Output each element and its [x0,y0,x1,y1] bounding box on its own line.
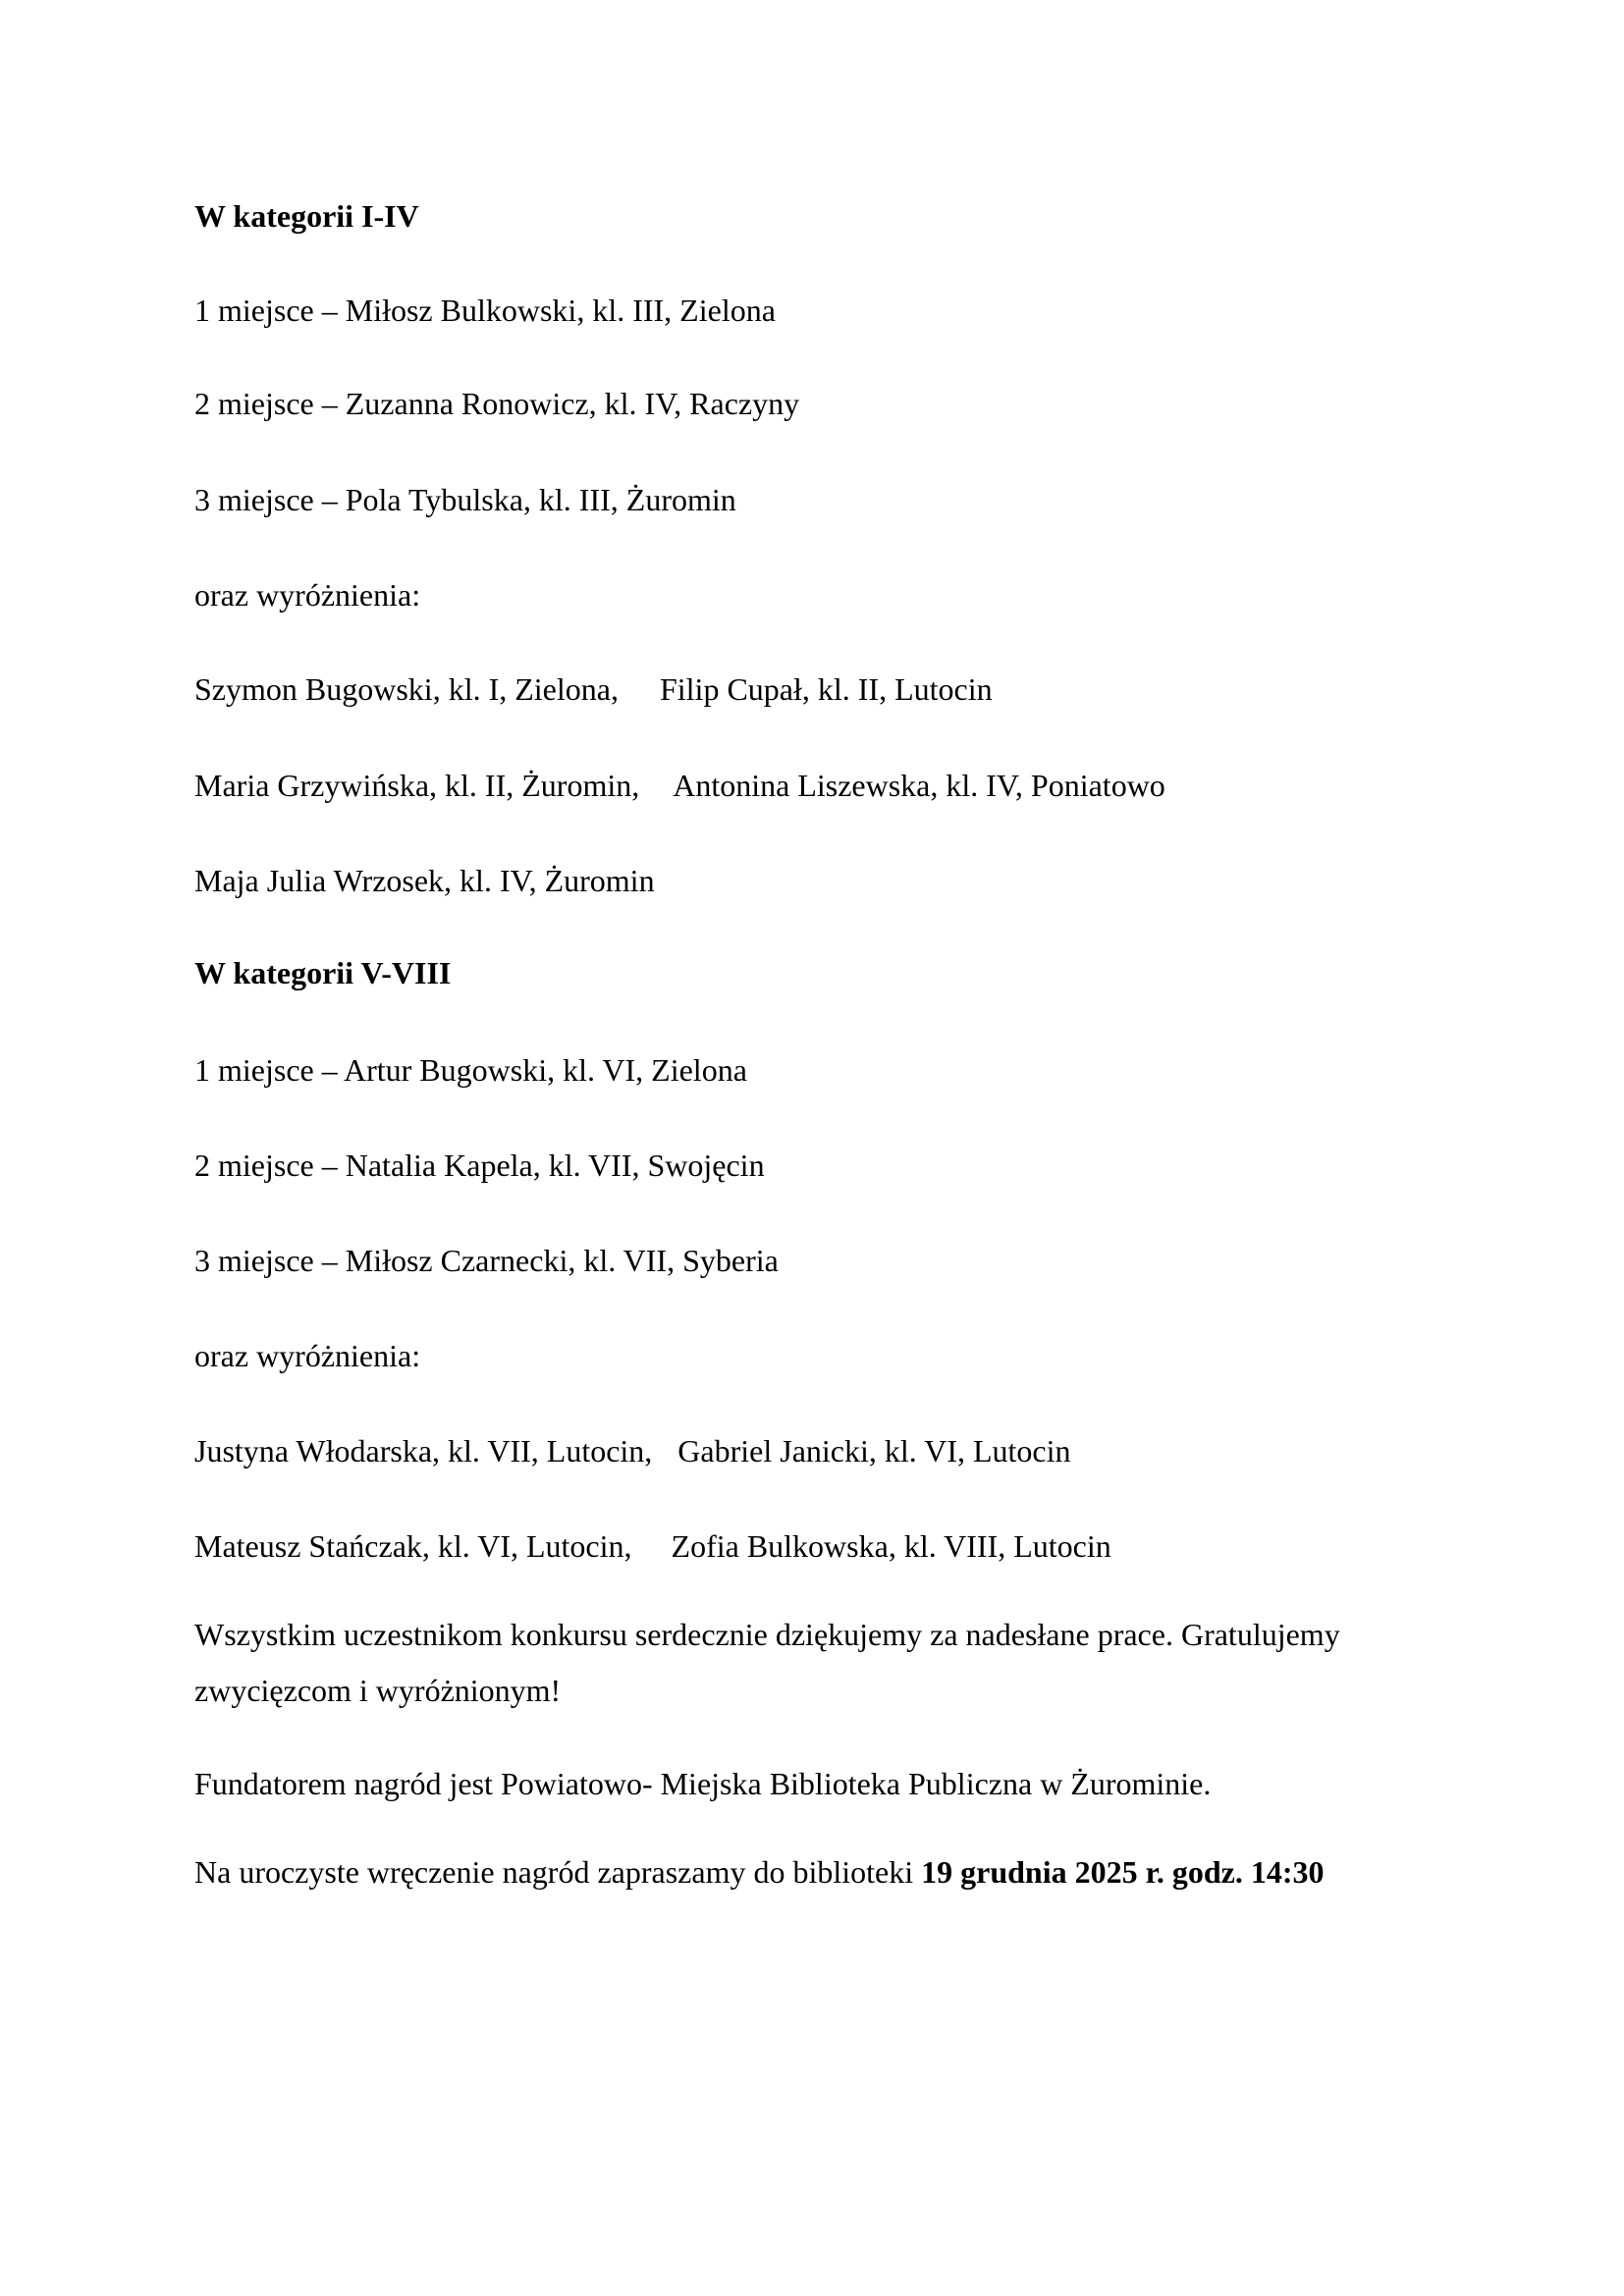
sponsor-paragraph: Fundatorem nagród jest Powiatowo- Miejska Biblioteka Publiczna w Żurominie. [194,1766,1212,1801]
ceremony-paragraph [194,1856,1325,1888]
place-entry: 3 miejsce – Pola Tybulska, kl. III, Żuromin [194,482,736,517]
distinction-row [194,673,993,705]
thanks-paragraph-line: zwycięzcom i wyróżnionym! [194,1673,562,1708]
distinction-row [194,1435,1071,1467]
ceremony-text: Na uroczyste wręczenie nagród zapraszamy do biblioteki [194,1854,922,1890]
ceremony-date: 19 grudnia 2025 r. godz. 14:30 [921,1854,1325,1890]
distinction-entry: Zofia Bulkowska, kl. VIII, Lutocin [671,1528,1111,1564]
place-entry: 2 miejsce – Zuzanna Ronowicz, kl. IV, Raczyny [194,386,800,421]
distinction-entry: Gabriel Janicki, kl. VI, Lutocin [677,1433,1071,1468]
distinction-entry: Filip Cupał, kl. II, Lutocin [659,671,993,707]
place-entry: 3 miejsce – Miłosz Czarnecki, kl. VII, Syberia [194,1243,779,1278]
distinction-entry: Szymon Bugowski, kl. I, Zielona, [194,671,619,707]
distinction-entry: Maria Grzywińska, kl. II, Żuromin, [194,768,640,803]
distinctions-label: oraz wyróżnienia: [194,1338,421,1373]
distinction-row [194,865,655,896]
distinction-entry: Justyna Włodarska, kl. VII, Lutocin, [194,1433,653,1468]
distinction-entry: Mateusz Stańczak, kl. VI, Lutocin, [194,1528,632,1564]
category-heading: W kategorii I-IV [194,198,419,234]
place-entry: 2 miejsce – Natalia Kapela, kl. VII, Swojęcin [194,1148,765,1183]
place-entry: 1 miejsce – Miłosz Bulkowski, kl. III, Zielona [194,293,776,328]
category-heading: W kategorii V-VIII [194,955,452,990]
distinction-row [194,1530,1111,1562]
place-entry: 1 miejsce – Artur Bugowski, kl. VI, Zielona [194,1052,747,1088]
distinctions-label: oraz wyróżnienia: [194,577,421,613]
distinction-entry: Antonina Liszewska, kl. IV, Poniatowo [673,768,1165,803]
distinction-row [194,770,1165,801]
thanks-paragraph-line: Wszystkim uczestnikom konkursu serdecznie dziękujemy za nadesłane prace. Gratulujemy [194,1617,1340,1652]
distinction-entry: Maja Julia Wrzosek, kl. IV, Żuromin [194,863,655,898]
